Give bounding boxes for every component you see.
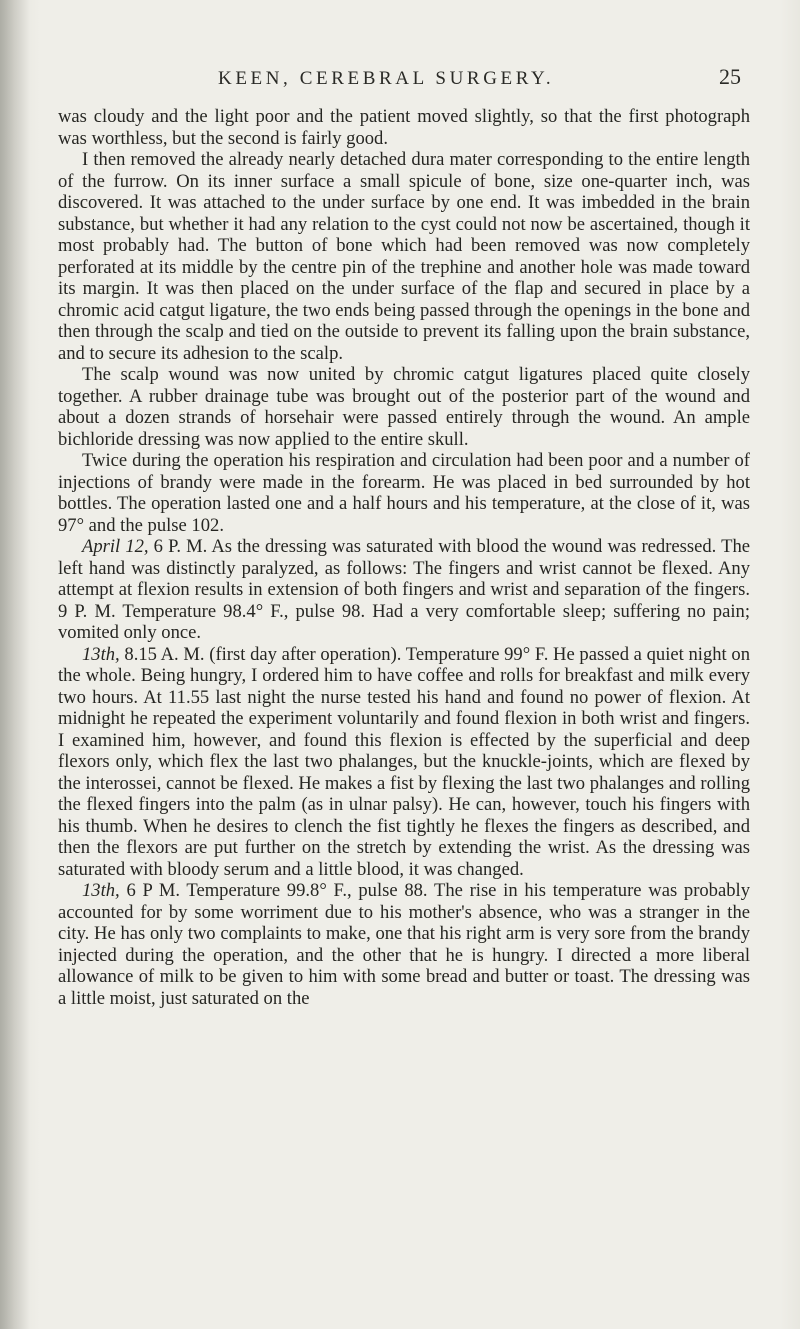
paragraph (58, 536, 750, 644)
entry-date: April 12, (82, 536, 149, 557)
paragraph-text: was cloudy and the light poor and the patient moved slightly, so that the first photograph was worthless, but the second is fairly good. (58, 106, 750, 149)
paragraph (58, 450, 750, 536)
paragraph-text: Twice during the operation his respiration and circulation had been poor and a number of injections of brandy were made in the forearm. He was placed in bed surrounded by hot bottles. The operation lasted one and a half hours and his temperature, at the close of it, was 97° and the pulse 102. (58, 450, 750, 536)
entry-date: 13th, (82, 643, 120, 665)
paragraph-text: The scalp wound was now united by chromic catgut ligatures placed quite closely together. A rubber drainage tube was brought out of the posterior part of the wound and about a dozen strands of horsehair were passed entirely through the wound. An ample bichloride dressing was now applied to the entire skull. (58, 364, 750, 450)
paragraph-text: I then removed the already nearly detached dura mater corresponding to the entire length of the furrow. On its inner surface a small spicule of bone, size one-quarter inch, was discovered. It was attached to the under surface by one end. It was imbedded in the brain substance, but whether it had any relation to the cyst could not now be ascertained, though it most probably had. The button of bone which had been removed was now completely perforated at its middle by the centre pin of the trephine and another hole was made toward its margin. It was then placed on the under surface of the flap and secured in place by a chromic acid catgut ligature, the two ends being passed through the openings in the bone and then through the scalp and tied on the outside to prevent its falling upon the brain substance, and to secure its adhesion to the scalp. (58, 149, 750, 364)
running-head (0, 64, 800, 98)
body-text (58, 106, 750, 1009)
binding-shadow (0, 0, 30, 1329)
paragraph-text: 6 P M. Temperature 99.8° F., pulse 88. The rise in his temperature was probably accounted for by some worriment due to his mother's absence, who was a stranger in the city. He has only two complaints to make, one that his right arm is very sore from the brandy injected during the operation, and the other that he is hungry. I directed a more liberal allowance of milk to be given to him with some bread and butter or toast. The dressing was a little moist, just saturated on the (58, 880, 750, 1009)
paragraph (58, 149, 750, 364)
running-title: KEEN, CEREBRAL SURGERY. (218, 68, 555, 89)
paragraph (58, 364, 750, 450)
paragraph (58, 106, 750, 149)
paragraph (58, 880, 750, 1009)
paragraph-text: 8.15 A. M. (first day after operation). Temperature 99° F. He passed a quiet night on the whole. Being hungry, I ordered him to have coffee and rolls for breakfast and milk every two hours. At 11.55 last night the nurse tested his hand and found no power of flexion. At midnight he repeated the experiment voluntarily and found flexion in both wrist and fingers. I examined him, however, and found this flexion is effected by the superficial and deep flexors only, which flex the last two phalanges, but the knuckle-joints, which are flexed by the interossei, cannot be flexed. He makes a fist by flexing the last two phalanges and rolling the flexed fingers into the palm (as in ulnar palsy). He can, however, touch his fingers with his thumb. When he desires to clench the fist tightly he flexes the fingers as described, and then the flexors are put further on the stretch by extending the wrist. As the dressing was saturated with bloody serum and a little blood, it was changed. (58, 643, 750, 880)
entry-date: 13th, (82, 880, 120, 901)
paragraph (58, 644, 750, 881)
paragraph-text: 6 P. M. As the dressing was saturated with blood the wound was redressed. The left hand was distinctly paralyzed, as follows: The fingers and wrist cannot be flexed. Any attempt at flexion results in extension of both fingers and wrist and separation of the fingers. 9 P. M. Temperature 98.4° F., pulse 98. Had a very comfortable sleep; suffering no pain; vomited only once. (58, 536, 750, 643)
page-number: 25 (719, 64, 741, 89)
